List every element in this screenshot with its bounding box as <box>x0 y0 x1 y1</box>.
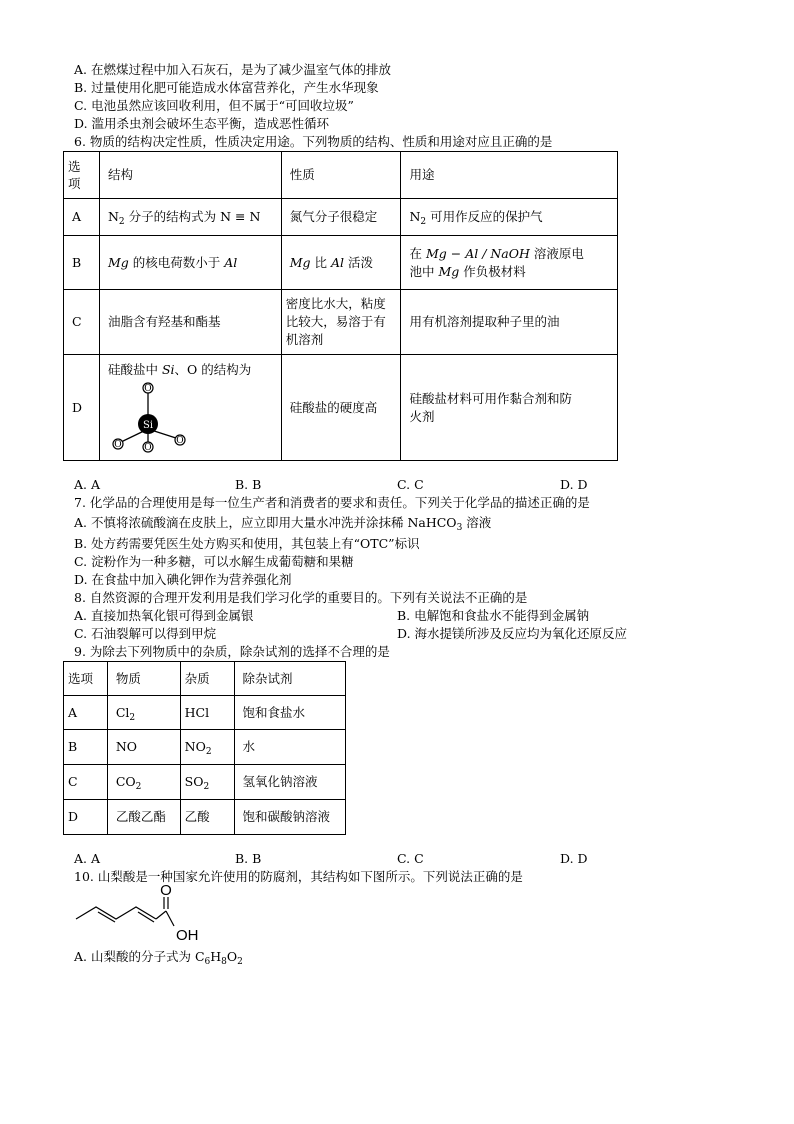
q9-row-label: D <box>64 800 108 835</box>
q6-row-label: D <box>64 355 100 461</box>
q9-answer-d: D. D <box>560 851 588 866</box>
q9-reagent: 饱和食盐水 <box>234 696 345 730</box>
q6-answer-b: B. B <box>235 477 262 492</box>
oxygen-atom-label: O <box>144 384 152 394</box>
q8-option-d: D. 海水提镁所涉及反应均为氧化还原反应 <box>397 626 628 641</box>
q9-header-impurity: 杂质 <box>180 662 234 696</box>
oxygen-atom-label: O <box>176 436 184 446</box>
q6-c-property: 密度比水大，粘度 比较大，易溶于有 机溶剂 <box>281 290 401 355</box>
q9-substance: NO <box>107 730 180 765</box>
q6-header-option: 选项 <box>64 152 100 199</box>
q8-option-b: B. 电解饱和食盐水不能得到金属钠 <box>397 608 590 623</box>
q5-option-c: C. 电池虽然应该回收利用，但不属于“可回收垃圾” <box>74 98 354 113</box>
hydroxyl-label: OH <box>176 927 199 944</box>
q9-answer-b: B. B <box>235 851 262 866</box>
sorbic-acid-structure-diagram <box>70 883 210 945</box>
q10-stem: 10. 山梨酸是一种国家允许使用的防腐剂，其结构如下图所示。下列说法正确的是 <box>74 869 523 884</box>
q5-option-d: D. 滥用杀虫剂会破坏生态平衡，造成恶性循环 <box>74 116 330 131</box>
q6-a-structure: $N_2$ 分子的结构式为 N ≡ N <box>99 199 281 236</box>
q6-answer-c: C. C <box>397 477 424 492</box>
q7-option-b: B. 处方药需要凭医生处方购买和使用，其包装上有“OTC”标识 <box>74 536 420 551</box>
q9-row-b <box>64 730 346 765</box>
q6-header-row <box>64 152 618 199</box>
q6-header-structure: 结构 <box>99 152 281 199</box>
q6-answer-a: A. A <box>74 477 101 492</box>
q9-row-c <box>64 765 346 800</box>
q8-option-a: A. 直接加热氧化银可得到金属银 <box>74 608 254 623</box>
q8-option-c: C. 石油裂解可以得到甲烷 <box>74 626 217 641</box>
q9-table <box>63 661 346 835</box>
q5-option-a: A. 在燃煤过程中加入石灰石，是为了减少温室气体的排放 <box>74 62 392 77</box>
q9-impurity: HCl <box>180 696 234 730</box>
q6-table <box>63 151 618 461</box>
q9-header-row <box>64 662 346 696</box>
q9-row-label: B <box>64 730 108 765</box>
q6-row-d <box>64 355 618 461</box>
oxygen-atom-label: O <box>160 883 172 899</box>
q6-d-property: 硅酸盐的硬度高 <box>281 355 401 461</box>
silicate-tetrahedron-diagram <box>108 379 208 455</box>
q6-row-b <box>64 236 618 290</box>
q6-row-c <box>64 290 618 355</box>
q9-stem: 9. 为除去下列物质中的杂质，除杂试剂的选择不合理的是 <box>74 644 390 659</box>
q7-option-d: D. 在食盐中加入碘化钾作为营养强化剂 <box>74 572 292 587</box>
q9-reagent: 氢氧化钠溶液 <box>234 765 345 800</box>
silicon-atom-label: Si <box>142 420 153 431</box>
q9-substance: 乙酸乙酯 <box>107 800 180 835</box>
q7-option-c: C. 淀粉作为一种多糖，可以水解生成葡萄糖和果糖 <box>74 554 354 569</box>
q5-option-b: B. 过量使用化肥可能造成水体富营养化，产生水华现象 <box>74 80 379 95</box>
q6-b-use: 在 Mg − Al / NaOH 溶液原电 池中 Mg 作负极材料 <box>401 236 618 290</box>
q6-b-property: Mg 比 Al 活泼 <box>281 236 401 290</box>
oxygen-atom-label: O <box>144 443 152 453</box>
q9-reagent: 水 <box>234 730 345 765</box>
q9-row-d <box>64 800 346 835</box>
q9-row-a <box>64 696 346 730</box>
q6-answer-d: D. D <box>560 477 588 492</box>
q6-c-structure: 油脂含有羟基和酯基 <box>99 290 281 355</box>
q9-answer-c: C. C <box>397 851 424 866</box>
q9-substance: $Cl_2$ <box>107 696 180 730</box>
q9-impurity: $NO_2$ <box>180 730 234 765</box>
q9-header-substance: 物质 <box>107 662 180 696</box>
q8-stem: 8. 自然资源的合理开发利用是我们学习化学的重要目的。下列有关说法不正确的是 <box>74 590 528 605</box>
q9-row-label: A <box>64 696 108 730</box>
q9-header-reagent: 除杂试剂 <box>234 662 345 696</box>
q7-stem: 7. 化学品的合理使用是每一位生产者和消费者的要求和责任。下列关于化学品的描述正确的是 <box>74 495 590 510</box>
q6-row-a <box>64 199 618 236</box>
q9-reagent: 饱和碳酸钠溶液 <box>234 800 345 835</box>
q6-stem: 6. 物质的结构决定性质，性质决定用途。下列物质的结构、性质和用途对应且正确的是 <box>74 134 553 149</box>
q6-c-use: 用有机溶剂提取种子里的油 <box>401 290 618 355</box>
q6-b-structure: Mg 的核电荷数小于 Al <box>99 236 281 290</box>
q6-d-structure: 硅酸盐中 Si、O 的结构为 O O O O Si <box>99 355 281 461</box>
q6-row-label: C <box>64 290 100 355</box>
q6-header-use: 用途 <box>401 152 618 199</box>
q6-a-use: $N_2$ 可用作反应的保护气 <box>401 199 618 236</box>
q6-header-property: 性质 <box>281 152 401 199</box>
q9-substance: $CO_2$ <box>107 765 180 800</box>
q9-impurity: $SO_2$ <box>180 765 234 800</box>
q9-answer-a: A. A <box>74 851 101 866</box>
q9-row-label: C <box>64 765 108 800</box>
q10-option-a: A. 山梨酸的分子式为 $C_6H_8O_2$ <box>74 949 243 967</box>
q9-header-option: 选项 <box>64 662 108 696</box>
q7-option-a: A. 不慎将浓硫酸滴在皮肤上，应立即用大量水冲洗并涂抹稀 NaHCO$_3$ 溶液 <box>74 515 492 533</box>
q9-impurity: 乙酸 <box>180 800 234 835</box>
oxygen-atom-label: O <box>114 440 122 450</box>
q6-row-label: B <box>64 236 100 290</box>
q6-row-label: A <box>64 199 100 236</box>
q6-a-property: 氮气分子很稳定 <box>281 199 401 236</box>
q6-d-use: 硅酸盐材料可用作黏合剂和防 火剂 <box>401 355 618 461</box>
